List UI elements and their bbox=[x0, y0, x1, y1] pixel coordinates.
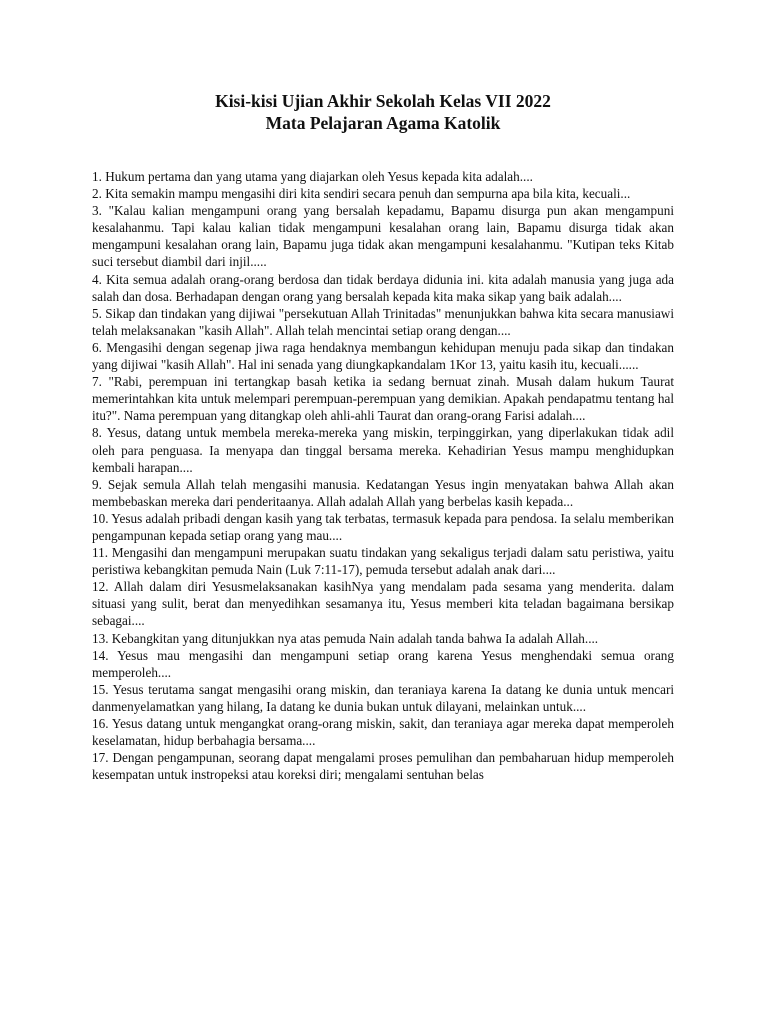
document-title: Kisi-kisi Ujian Akhir Sekolah Kelas VII 2022 bbox=[215, 91, 551, 111]
question-item: 14. Yesus mau mengasihi dan mengampuni setiap orang karena Yesus menghendaki semua orang memperoleh.... bbox=[92, 647, 674, 680]
question-item: 17. Dengan pengampunan, seorang dapat mengalami proses pemulihan dan pembaharuan hidup memperoleh kesempatan untuk instropeksi atau koreksi diri; mengalami sentuhan belas bbox=[92, 750, 674, 783]
question-item: 10. Yesus adalah pribadi dengan kasih yang tak terbatas, termasuk kepada para pendosa. Ia selalu memberikan pengampunan kepada setiap orang yang mau.... bbox=[92, 510, 674, 543]
question-item: 3. "Kalau kalian mengampuni orang yang bersalah kepadamu, Bapamu disurga pun akan mengampuni kesalahanmu. Tapi kalau kalian tidak mengampuni kesalahan orang lain, Bapamu disurga tidak akan mengampuni kesalahan orang lain, Bapamu juga tidak akan mengampuni kesalahanmu. "Kutipan teks Kitab suci tersebut diambil dari injil..... bbox=[92, 203, 674, 270]
question-list bbox=[92, 168, 674, 783]
question-item: 16. Yesus datang untuk mengangkat orang-orang miskin, sakit, dan teraniaya agar mereka dapat memperoleh keselamatan, hidup berbahagia bersama.... bbox=[92, 716, 674, 749]
document-subtitle: Mata Pelajaran Agama Katolik bbox=[265, 113, 501, 133]
question-item: 5. Sikap dan tindakan yang dijiwai "persekutuan Allah Trinitadas" menunjukkan bahwa kita secara manusiawi telah melaksanakan "kasih Allah". Allah telah mencintai setiap orang dengan.... bbox=[92, 305, 674, 338]
question-item: 1. Hukum pertama dan yang utama yang diajarkan oleh Yesus kepada kita adalah.... bbox=[92, 169, 533, 184]
question-item: 4. Kita semua adalah orang-orang berdosa dan tidak berdaya didunia ini. kita adalah manusia yang juga ada salah dan dosa. Berhadapan dengan orang yang bersalah kepada kita maka sikap yang baik adalah.... bbox=[92, 271, 674, 304]
question-item: 9. Sejak semula Allah telah mengasihi manusia. Kedatangan Yesus ingin menyatakan bahwa Allah akan membebaskan mereka dari penderitaanya. Allah adalah Allah yang berbelas kasih kepada... bbox=[92, 476, 674, 509]
question-item: 13. Kebangkitan yang ditunjukkan nya atas pemuda Nain adalah tanda bahwa Ia adalah Allah.... bbox=[92, 630, 599, 646]
question-item: 12. Allah dalam diri Yesusmelaksanakan kasihNya yang mendalam pada sesama yang menderita. dalam situasi yang sulit, berat dan menyedihkan sesamanya itu, Yesus memberi kita teladan bagaimana bersikap sebagai.... bbox=[92, 579, 674, 629]
question-item: 8. Yesus, datang untuk membela mereka-mereka yang miskin, terpinggirkan, yang diperlakukan tidak adil oleh para penguasa. Ia menyapa dan tinggal bersama mereka. Kehadirian Yesus mampu menghidupkan kembali harapan.... bbox=[92, 425, 674, 475]
question-item: 15. Yesus terutama sangat mengasihi orang miskin, dan teraniaya karena Ia datang ke dunia untuk mencari danmenyelamatkan yang hilang, Ia datang ke dunia bukan untuk dilayani, melainkan untuk.... bbox=[92, 681, 674, 714]
document-page bbox=[92, 90, 674, 783]
document-header bbox=[92, 90, 674, 134]
question-item: 11. Mengasihi dan mengampuni merupakan suatu tindakan yang sekaligus terjadi dalam satu peristiwa, yaitu peristiwa kebangkitan pemuda Nain (Luk 7:11-17), pemuda tersebut adalah anak dari.... bbox=[92, 545, 674, 578]
question-item: 7. "Rabi, perempuan ini tertangkap basah ketika ia sedang bernuat zinah. Musah dalam hukum Taurat memerintahkan kita untuk melempari perempuan-perempuan yang demikian. Apakah pendapatmu tentang hal itu?". Nama perempuan yang ditangkap oleh ahli-ahli Taurat dan orang-orang Farisi adalah.... bbox=[92, 374, 674, 424]
question-item: 2. Kita semakin mampu mengasihi diri kita sendiri secara penuh dan sempurna apa bila kita, kecuali... bbox=[92, 186, 631, 202]
question-item: 6. Mengasihi dengan segenap jiwa raga hendaknya membangun kehidupan menuju pada sikap dan tindakan yang dijiwai "kasih Allah". Hal ini senada yang diungkapkandalam 1Kor 13, yaitu kasih itu, kecuali...... bbox=[92, 339, 674, 373]
